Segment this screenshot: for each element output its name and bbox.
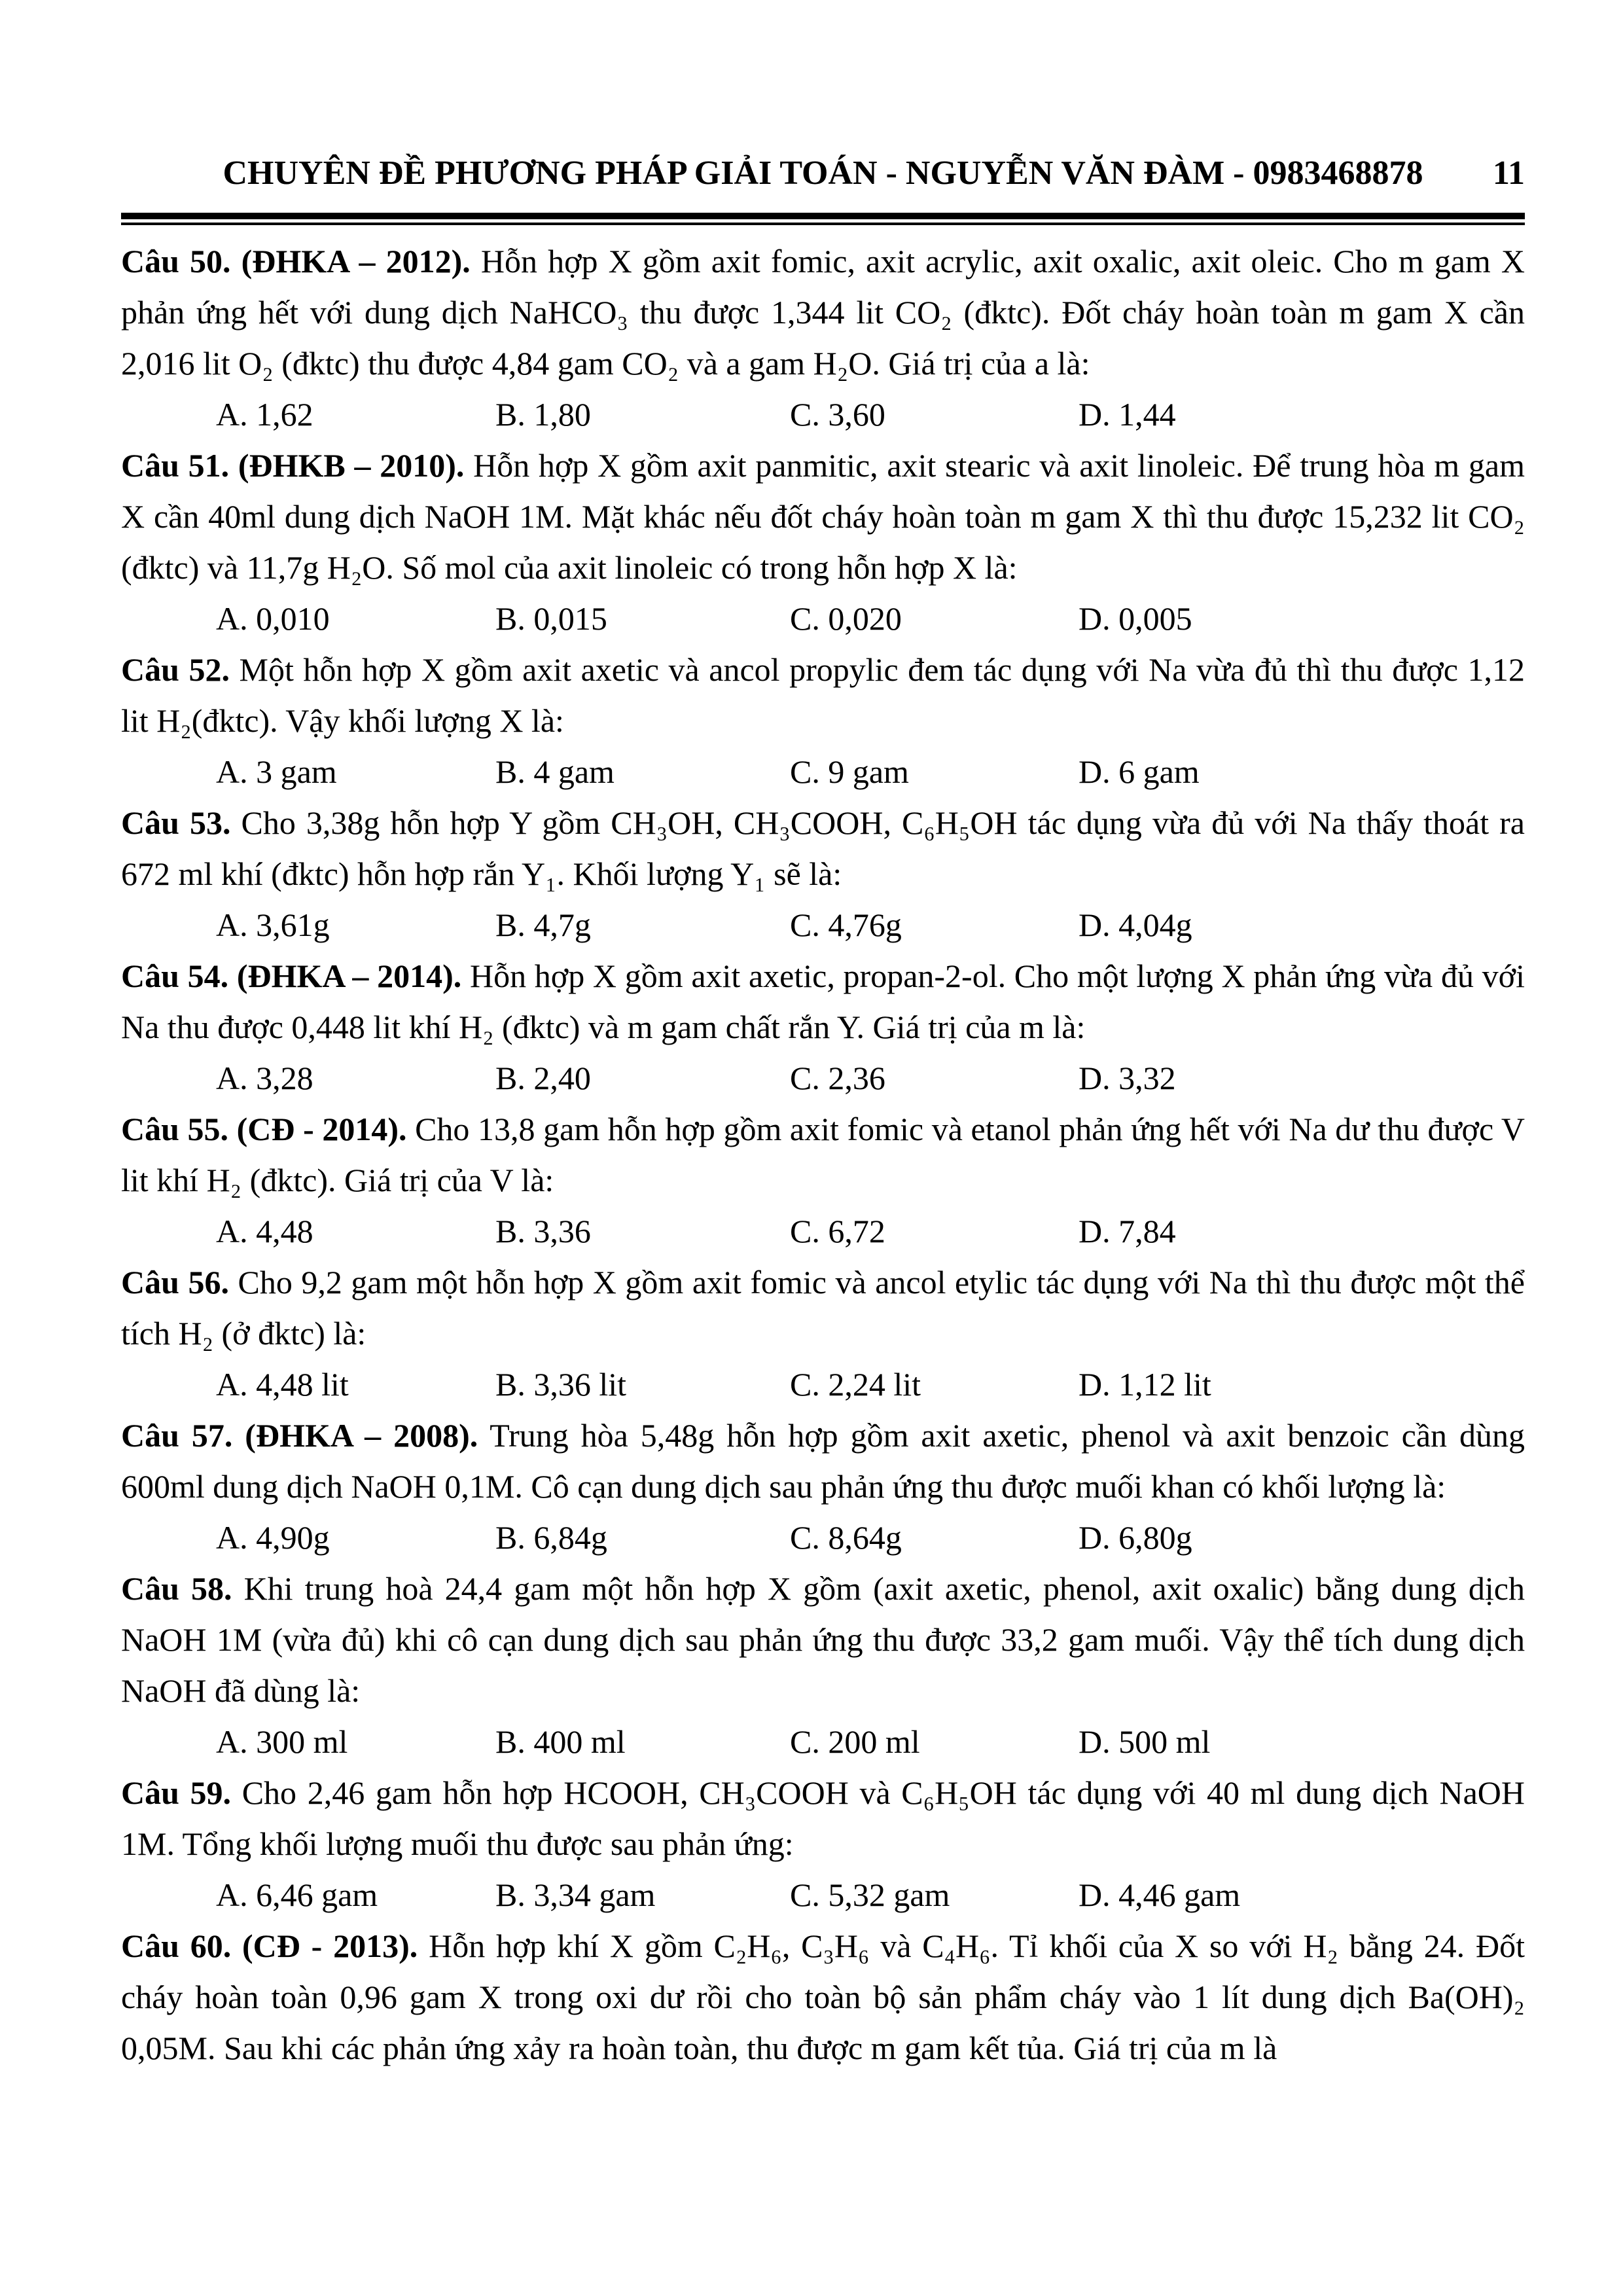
option-a: A. 300 ml (216, 1723, 348, 1760)
option-a: A. 3,28 (216, 1060, 313, 1096)
question-label: Câu 54. (ĐHKA – 2014). (121, 958, 462, 994)
option-b: B. 3,34 gam (495, 1876, 656, 1913)
question-text (121, 950, 1525, 1052)
option-a: A. 0,010 (216, 600, 330, 637)
option-b: B. 4 gam (495, 753, 615, 790)
page-header (121, 154, 1525, 193)
header-rule-thick-line (121, 213, 1525, 219)
question-body: Khi trung hoà 24,4 gam một hỗn hợp X gồm (axit axetic, phenol, axit oxalic) bằng dung dịch NaOH 1M (vừa đủ) khi cô cạn dung dịch sau phản ứng thu được 33,2 gam muối. Vậy thể tích dung dịch NaOH đã dùng là: (121, 1570, 1525, 1709)
question-text (121, 1257, 1525, 1359)
question-label: Câu 57. (ĐHKA – 2008). (121, 1417, 478, 1454)
question-body: Hỗn hợp X gồm axit axetic, propan-2-ol. Cho một lượng X phản ứng vừa đủ với Na thu được 0,448 lit khí H₂ (đktc) và m gam chất rắn Y. Giá trị của m là: (121, 958, 1525, 1045)
answer-options (121, 1052, 1525, 1103)
option-d: D. 1,44 (1079, 396, 1176, 433)
page-number: 11 (1492, 154, 1525, 192)
option-d: D. 0,005 (1079, 600, 1192, 637)
question-body: Hỗn hợp khí X gồm C₂H₆, C₃H₆ và C₄H₆. Tỉ khối của X so với H₂ bằng 24. Đốt cháy hoàn toàn 0,96 gam X trong oxi dư rồi cho toàn bộ sản phẩm cháy vào 1 lít dung dịch Ba(OH)₂ 0,05M. Sau khi các phản ứng xảy ra hoàn toàn, thu được m gam kết tủa. Giá trị của m là (121, 1928, 1525, 2066)
question-51 (121, 440, 1525, 644)
question-label: Câu 59. (121, 1774, 232, 1811)
question-57 (121, 1410, 1525, 1563)
question-text (121, 1767, 1525, 1869)
question-text (121, 440, 1525, 593)
question-55 (121, 1103, 1525, 1257)
answer-options (121, 746, 1525, 797)
option-a: A. 3 gam (216, 753, 337, 790)
option-c: C. 6,72 (790, 1213, 885, 1249)
option-d: D. 6 gam (1079, 753, 1200, 790)
question-label: Câu 56. (121, 1264, 229, 1300)
option-b: B. 6,84g (495, 1519, 607, 1556)
answer-options (121, 593, 1525, 644)
header-rule (121, 213, 1525, 225)
question-label: Câu 51. (ĐHKB – 2010). (121, 447, 465, 484)
option-d: D. 500 ml (1079, 1723, 1211, 1760)
question-body: Trung hòa 5,48g hỗn hợp gồm axit axetic, phenol và axit benzoic cần dùng 600ml dung dịch NaOH 0,1M. Cô cạn dung dịch sau phản ứng thu được muối khan có khối lượng là: (121, 1417, 1525, 1505)
question-60 (121, 1920, 1525, 2073)
option-c: C. 3,60 (790, 396, 885, 433)
question-body: Một hỗn hợp X gồm axit axetic và ancol propylic đem tác dụng với Na vừa đủ thì thu được 1,12 lit H₂(đktc). Vậy khối lượng X là: (121, 651, 1525, 739)
answer-options (121, 1206, 1525, 1257)
question-body: Cho 13,8 gam hỗn hợp gồm axit fomic và etanol phản ứng hết với Na dư thu được V lit khí H₂ (đktc). Giá trị của V là: (121, 1111, 1525, 1198)
answer-options (121, 1869, 1525, 1920)
option-c: C. 4,76g (790, 906, 902, 943)
question-58 (121, 1563, 1525, 1767)
option-b: B. 3,36 lit (495, 1366, 627, 1403)
option-c: C. 2,24 lit (790, 1366, 921, 1403)
option-a: A. 4,90g (216, 1519, 330, 1556)
option-d: D. 4,04g (1079, 906, 1192, 943)
header-title: CHUYÊN ĐỀ PHƯƠNG PHÁP GIẢI TOÁN - NGUYỄN VĂN ĐÀM - 0983468878 (223, 154, 1423, 192)
answer-options (121, 899, 1525, 950)
question-56 (121, 1257, 1525, 1410)
option-a: A. 4,48 lit (216, 1366, 349, 1403)
question-52 (121, 644, 1525, 797)
answer-options (121, 1512, 1525, 1563)
question-label: Câu 58. (121, 1570, 232, 1607)
question-body: Cho 3,38g hỗn hợp Y gồm CH₃OH, CH₃COOH, C₆H₅OH tác dụng vừa đủ với Na thấy thoát ra 672 ml khí (đktc) hỗn hợp rắn Y₁. Khối lượng Y₁ sẽ là: (121, 804, 1525, 892)
option-b: B. 0,015 (495, 600, 607, 637)
option-b: B. 4,7g (495, 906, 591, 943)
question-text (121, 1410, 1525, 1512)
option-b: B. 3,36 (495, 1213, 591, 1249)
question-label: Câu 53. (121, 804, 231, 841)
option-a: A. 4,48 (216, 1213, 313, 1249)
option-d: D. 6,80g (1079, 1519, 1192, 1556)
question-text (121, 236, 1525, 389)
option-c: C. 2,36 (790, 1060, 885, 1096)
question-text (121, 1103, 1525, 1206)
question-text (121, 1920, 1525, 2073)
option-b: B. 400 ml (495, 1723, 626, 1760)
question-59 (121, 1767, 1525, 1920)
option-c: C. 9 gam (790, 753, 909, 790)
question-label: Câu 52. (121, 651, 230, 688)
option-d: D. 4,46 gam (1079, 1876, 1241, 1913)
questions-list (121, 236, 1525, 2073)
question-body: Cho 9,2 gam một hỗn hợp X gồm axit fomic và ancol etylic tác dụng với Na thì thu được một thể tích H₂ (ở đktc) là: (121, 1264, 1525, 1352)
option-c: C. 8,64g (790, 1519, 902, 1556)
question-body: Cho 2,46 gam hỗn hợp HCOOH, CH₃COOH và C₆H₅OH tác dụng với 40 ml dung dịch NaOH 1M. Tổng khối lượng muối thu được sau phản ứng: (121, 1774, 1525, 1862)
option-b: B. 1,80 (495, 396, 591, 433)
option-c: C. 200 ml (790, 1723, 920, 1760)
question-text (121, 797, 1525, 899)
answer-options (121, 1716, 1525, 1767)
answer-options (121, 1359, 1525, 1410)
question-53 (121, 797, 1525, 950)
option-a: A. 1,62 (216, 396, 313, 433)
option-c: C. 5,32 gam (790, 1876, 950, 1913)
header-rule-thin-line (121, 223, 1525, 225)
answer-options (121, 389, 1525, 440)
option-c: C. 0,020 (790, 600, 902, 637)
question-body: Hỗn hợp X gồm axit fomic, axit acrylic, axit oxalic, axit oleic. Cho m gam X phản ứng hết với dung dịch NaHCO₃ thu được 1,344 lit CO₂ (đktc). Đốt cháy hoàn toàn m gam X cần 2,016 lit O₂ (đktc) thu được 4,84 gam CO₂ và a gam H₂O. Giá trị của a là: (121, 243, 1525, 382)
question-54 (121, 950, 1525, 1103)
option-a: A. 3,61g (216, 906, 330, 943)
option-a: A. 6,46 gam (216, 1876, 378, 1913)
question-text (121, 644, 1525, 746)
question-label: Câu 55. (CĐ - 2014). (121, 1111, 407, 1147)
option-b: B. 2,40 (495, 1060, 591, 1096)
question-label: Câu 50. (ĐHKA – 2012). (121, 243, 471, 279)
question-body: Hỗn hợp X gồm axit panmitic, axit stearic và axit linoleic. Để trung hòa m gam X cần 40ml dung dịch NaOH 1M. Mặt khác nếu đốt cháy hoàn toàn m gam X thì thu được 15,232 lit CO₂ (đktc) và 11,7g H₂O. Số mol của axit linoleic có trong hỗn hợp X là: (121, 447, 1525, 586)
question-50 (121, 236, 1525, 440)
option-d: D. 1,12 lit (1079, 1366, 1211, 1403)
question-text (121, 1563, 1525, 1716)
question-label: Câu 60. (CĐ - 2013). (121, 1928, 418, 1964)
option-d: D. 7,84 (1079, 1213, 1176, 1249)
option-d: D. 3,32 (1079, 1060, 1176, 1096)
